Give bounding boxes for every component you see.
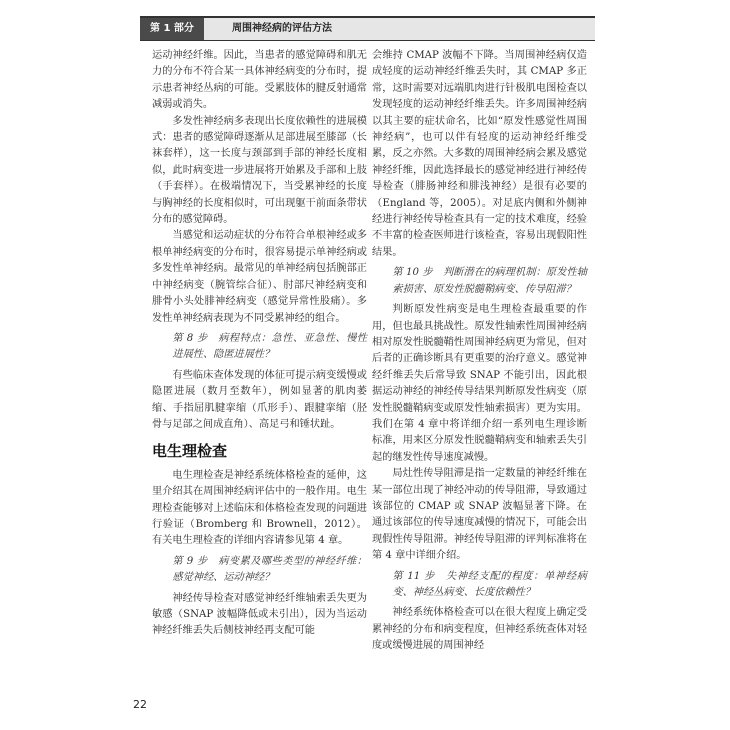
paragraph: 当感觉和运动症状的分布符合单根神经或多根单神经病变的分布时，很容易提示单神经病或多发性单神经病。最常见的单神经病包括腕部正中神经病变（腕管综合征）、肘部尺神经病变和腓骨小头处腓神经病变（感觉异常性股痛）。多发性单神经病表现为不同受累神经的组合。 xyxy=(152,230,367,324)
running-header xyxy=(140,16,595,41)
page-number: 22 xyxy=(133,698,147,711)
paragraph: 电生理检查是神经系统体格检查的延伸，这里介绍其在周围神经病评估中的一般作用。电生理检查能够对上述临床和体格检查发现的问题进行验证（Bromberg 和 Brownell，2012）。有关电生理检查的详细内容请参见第 4 章。 xyxy=(152,469,367,547)
header-chapter-title: 周围神经病的评估方法 xyxy=(232,23,332,34)
section-heading: 电生理检查 xyxy=(152,442,228,461)
paragraph: 运动神经纤维。因此，当患者的感觉障碍和肌无力的分布不符合某一具体神经病变的分布时，提示患者神经丛病的可能。受累肢体的腱反射通常减弱或消失。 xyxy=(152,50,367,111)
right-column xyxy=(372,48,587,655)
step-heading: 第 10 步 判断潜在的病理机制：原发性轴索损害、原发性脱髓鞘病变、传导阻滞？ xyxy=(392,267,587,295)
paragraph: 判断原发性病变是电生理检查最重要的作用，但也最具挑战性。原发性轴索性周围神经病相对原发性脱髓鞘性周围神经病更为常见，但对后者的正确诊断具有更重要的治疗意义。感觉神经纤维丢失后常导致 SNAP 不能引出，因此根据运动神经的神经传导结果判断原发性病变（原发性脱髓鞘病变或原发性轴索损害）更为实用。我们在第 4 章中将详细介绍一系列电生理诊断标准，用来区分原发性脱髓鞘病变和轴索丢失引起的继发性传导速度减慢。 xyxy=(372,304,587,463)
step-heading: 第 8 步 病程特点：急性、亚急性、慢性进展性、隐匿进展性？ xyxy=(172,332,367,361)
paragraph: 局灶性传导阻滞是指一定数量的神经纤维在某一部位出现了神经冲动的传导阻滞，导致通过该部位的 CMAP 或 SNAP 波幅显著下降。在通过该部位的传导速度减慢的情况下，可能会出现假性传导阻滞。神经传导阻滞的评判标准将在第 4 章中详细介绍。 xyxy=(372,468,587,562)
paragraph: 神经传导检查对感觉神经纤维轴索丢失更为敏感（SNAP 波幅降低或未引出），因为当运动神经纤维丢失后侧枝神经再支配可能 xyxy=(152,592,367,637)
paragraph: 多发性神经病多表现出长度依赖性的进展模式：患者的感觉障碍逐渐从足部进展至膝部（长袜套样），这一长度与颈部到手部的神经长度相似，此时病变进一步进展将开始累及手部和上肢（手套样）。在极端情况下，当受累神经的长度与胸神经的长度相似时，可出现躯干前面条带状分布的感觉障碍。 xyxy=(152,115,367,226)
paragraph: 会维持 CMAP 波幅不下降。当周围神经病仅造成轻度的运动神经纤维丢失时，其 CMAP 多正常，这时需要对远端肌肉进行针极肌电图检查以发现轻度的运动神经纤维丢失。许多周围神经病以其主要的症状命名，比如“原发性感觉性周围神经病”，也可以伴有轻度的运动神经纤维受累，反之亦然。大多数的周围神经病会累及感觉神经纤维，因此选择最长的感觉神经进行神经传导检查（腓肠神经和腓浅神经）是很有必要的（England 等，2005）。对足底内侧和外侧神经进行神经传导检查具有一定的技术难度，经验不丰富的检查医师进行该检查，容易出现假阳性结果。 xyxy=(372,50,587,258)
left-column xyxy=(152,48,367,640)
header-part-label: 第 1 部分 xyxy=(140,18,204,40)
step-heading: 第 9 步 病变累及哪些类型的神经纤维：感觉神经、运动神经？ xyxy=(172,555,367,584)
step-heading: 第 11 步 失神经支配的程度：单神经病变、神经丛病变、长度依赖性？ xyxy=(392,570,587,598)
paragraph: 有些临床查体发现的体征可提示病变缓慢或隐匿进展（数月至数年），例如显著的肌肉萎缩、手指屈肌腱挛缩（爪形手）、跟腱挛缩（胫骨与足部之间成直角）、高足弓和锤状趾。 xyxy=(152,369,367,430)
paragraph: 神经系统体格检查可以在很大程度上确定受累神经的分布和病变程度，但神经系统查体对轻度或缓慢进展的周围神经 xyxy=(372,607,587,652)
